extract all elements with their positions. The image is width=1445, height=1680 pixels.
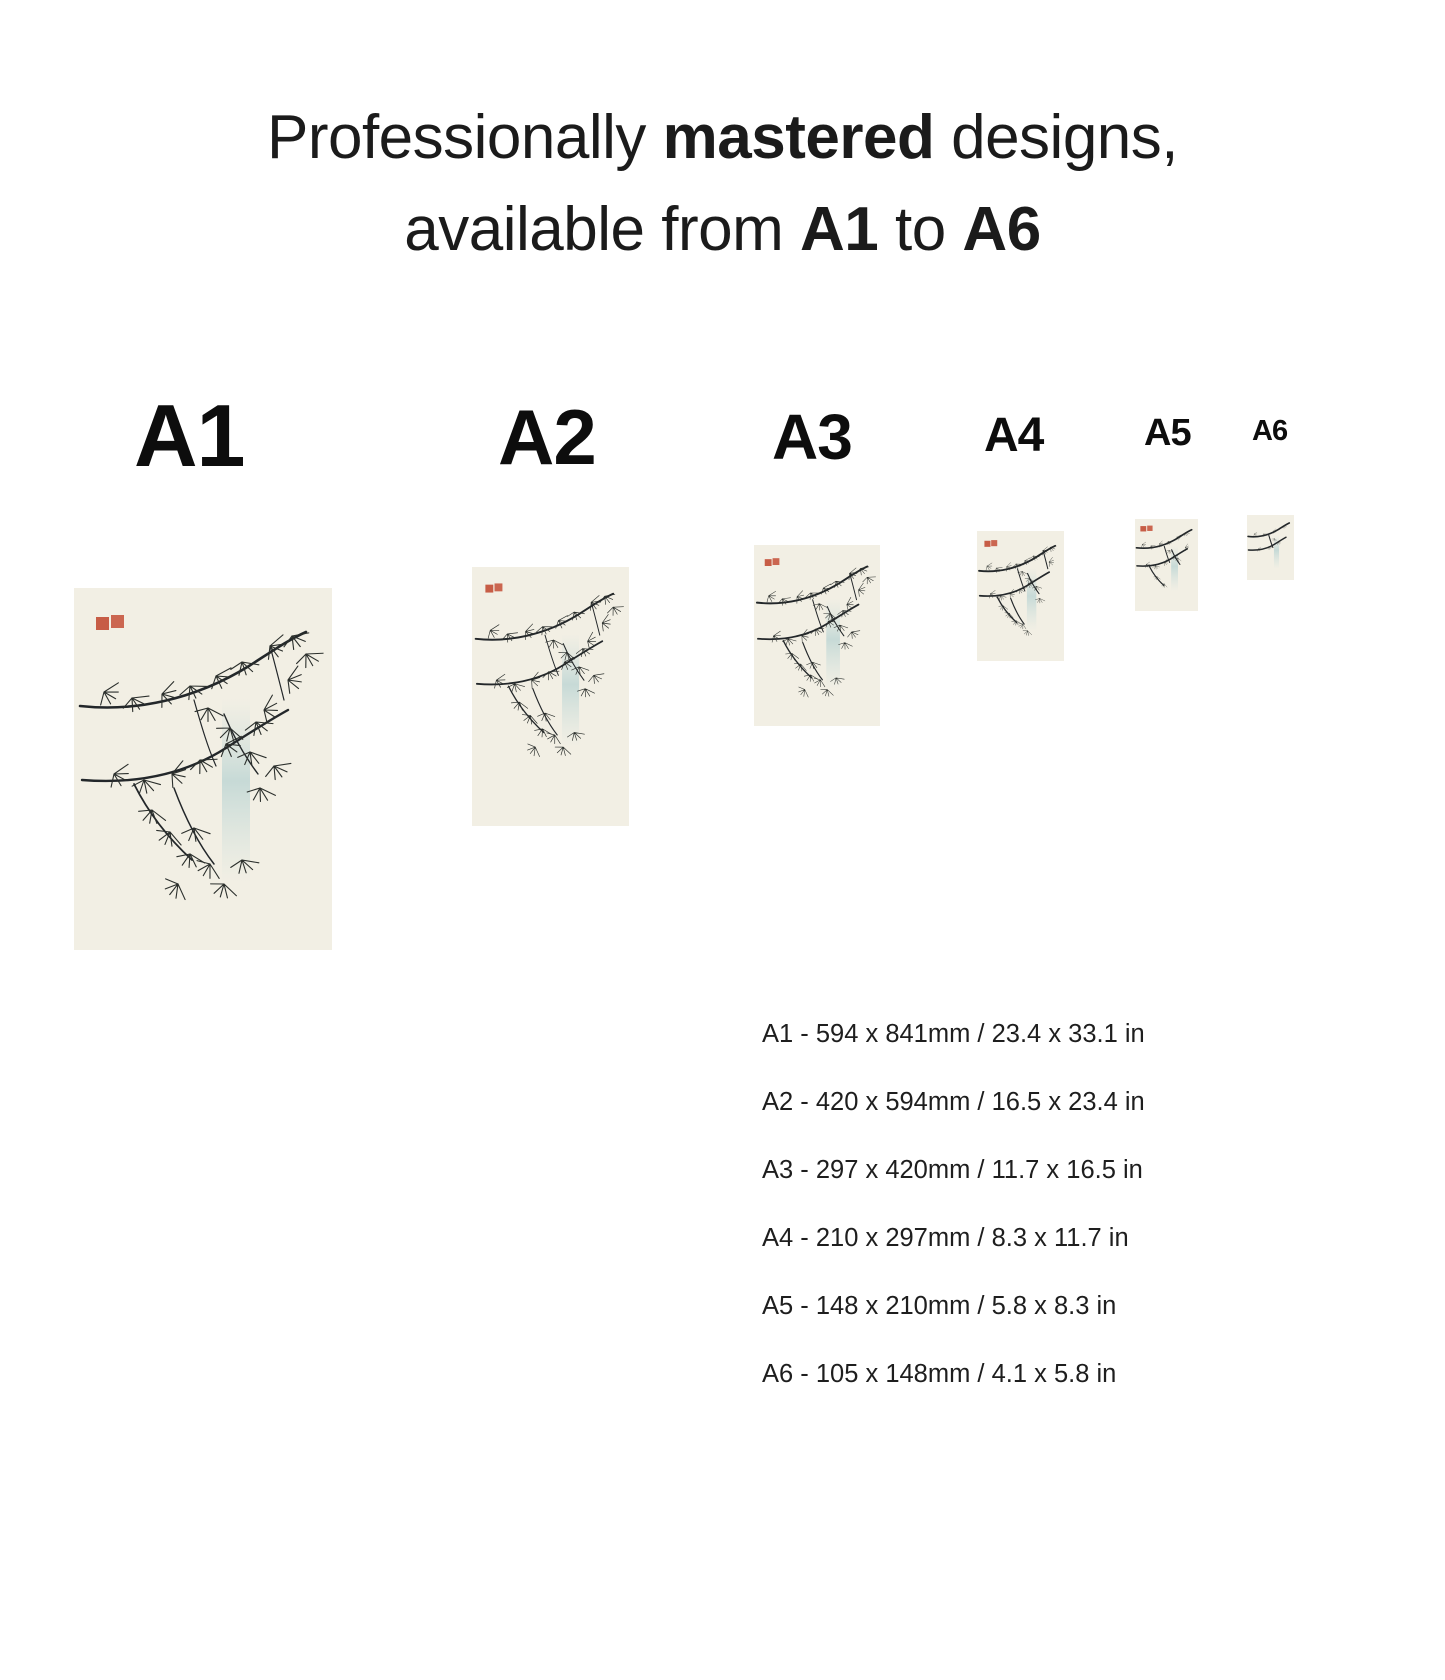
headline-line1-post: designs, — [934, 103, 1179, 172]
dimension-row-a4: A4 - 210 x 297mm / 8.3 x 11.7 in — [762, 1224, 1129, 1252]
size-label-a2: A2 — [498, 393, 596, 481]
headline-line2-pre: available from — [404, 194, 800, 264]
headline-line2-bold-a6: A6 — [962, 194, 1041, 264]
dimension-row-a1: A1 - 594 x 841mm / 23.4 x 33.1 in — [762, 1020, 1145, 1048]
dimension-row-a3: A3 - 297 x 420mm / 11.7 x 16.5 in — [762, 1156, 1143, 1184]
headline-line2-bold-a1: A1 — [799, 194, 879, 264]
page-title — [0, 92, 1445, 276]
headline-line1-pre: Professionally — [266, 103, 663, 172]
size-label-a3: A3 — [772, 401, 852, 473]
size-label-a6: A6 — [1252, 415, 1288, 447]
headline-line2-mid: to — [878, 194, 963, 264]
bamboo-branch-ink-painting — [472, 567, 629, 787]
size-label-a4: A4 — [984, 409, 1044, 462]
dimension-list — [762, 1022, 1362, 1430]
poster-preview-a4[interactable] — [977, 531, 1064, 661]
bamboo-branch-ink-painting — [977, 531, 1064, 653]
size-label-a1: A1 — [134, 386, 245, 485]
bamboo-branch-ink-painting — [74, 588, 332, 950]
size-label-a5: A5 — [1144, 412, 1191, 454]
headline-line-2 — [0, 184, 1445, 276]
headline-line-1 — [0, 92, 1445, 184]
bamboo-branch-ink-painting — [754, 545, 880, 722]
bamboo-branch-ink-painting — [1247, 515, 1294, 580]
poster-preview-a2[interactable] — [472, 567, 629, 826]
headline-line1-bold: mastered — [662, 103, 935, 172]
poster-preview-a1[interactable] — [74, 588, 332, 950]
bamboo-branch-ink-painting — [1135, 519, 1198, 607]
dimension-row-a5: A5 - 148 x 210mm / 5.8 x 8.3 in — [762, 1292, 1117, 1320]
poster-preview-a5[interactable] — [1135, 519, 1198, 611]
dimension-row-a6: A6 - 105 x 148mm / 4.1 x 5.8 in — [762, 1360, 1117, 1388]
dimension-row-a2: A2 - 420 x 594mm / 16.5 x 23.4 in — [762, 1088, 1145, 1116]
poster-preview-a6[interactable] — [1247, 515, 1294, 580]
poster-preview-a3[interactable] — [754, 545, 880, 726]
